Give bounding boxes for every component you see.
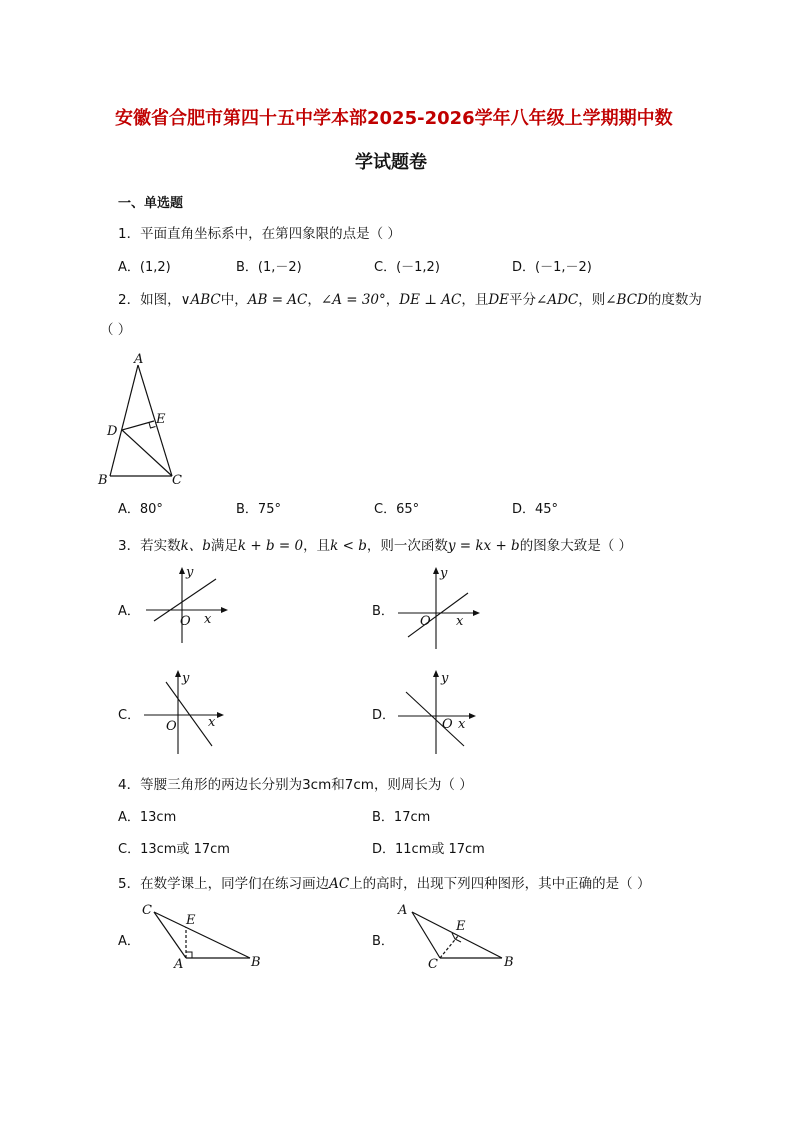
q3-option-c-letter: C． bbox=[118, 708, 141, 723]
q5-a-side-ca bbox=[154, 912, 186, 958]
svg-text:O: O bbox=[442, 717, 453, 732]
q2-answer-paren: （ ） bbox=[100, 322, 132, 338]
q2-stem: 2．如图，∨ABC中，AB = AC，∠A = 30°，DE ⊥ AC，且DE平分∠ADC，则∠BCD的度数为 bbox=[118, 292, 702, 308]
svg-text:B: B bbox=[251, 955, 261, 970]
q2-label-e: E bbox=[156, 412, 166, 427]
svg-text:x: x bbox=[208, 715, 216, 730]
svg-text:x: x bbox=[458, 717, 466, 732]
q2-triangle-figure bbox=[92, 348, 202, 488]
q3-option-a-letter: A． bbox=[118, 604, 140, 619]
q4-option-b: B．17cm bbox=[372, 810, 431, 825]
q4-option-c: C．13cm或 17cm bbox=[118, 842, 230, 857]
q2-label-c: C bbox=[172, 473, 182, 488]
q2-label-b: B bbox=[98, 473, 108, 488]
q1-option-b: B．(1,－2) bbox=[236, 260, 302, 275]
svg-text:C: C bbox=[428, 957, 438, 972]
q3-graph-b bbox=[396, 563, 482, 651]
svg-text:A: A bbox=[174, 957, 184, 972]
q2-option-d: D．45° bbox=[512, 502, 559, 517]
q3-stem: 3．若实数k、b满足k + b = 0，且k < b，则一次函数y = kx + b的图象大致是（ ） bbox=[118, 538, 632, 554]
q5-a-side-cb bbox=[154, 912, 250, 958]
svg-text:O: O bbox=[166, 719, 177, 734]
q3-option-b-letter: B． bbox=[372, 604, 394, 619]
svg-text:y: y bbox=[186, 565, 194, 580]
q3-graph-c-line bbox=[166, 682, 212, 746]
q3-graph-c bbox=[142, 666, 228, 756]
q1-option-c: C．(－1,2) bbox=[374, 260, 440, 275]
svg-text:O: O bbox=[180, 614, 191, 629]
q5-a-right-angle-mark bbox=[186, 952, 192, 958]
q5-option-b-letter: B． bbox=[372, 934, 394, 949]
q5-option-a-letter: A． bbox=[118, 934, 140, 949]
q4-stem: 4．等腰三角形的两边长分别为3cm和7cm，则周长为（ ） bbox=[118, 777, 473, 793]
svg-text:x: x bbox=[204, 612, 212, 627]
svg-text:E: E bbox=[456, 919, 466, 934]
svg-text:y: y bbox=[441, 671, 449, 686]
q3-graph-d bbox=[396, 666, 482, 756]
svg-text:A: A bbox=[398, 903, 408, 918]
q3-graph-a bbox=[144, 563, 230, 645]
svg-text:x: x bbox=[456, 614, 464, 629]
q2-side-ab bbox=[110, 365, 138, 476]
title-line-1: 安徽省合肥市第四十五中学本部2025-2026学年八年级上学期期中数 bbox=[115, 108, 673, 129]
svg-text:E: E bbox=[186, 913, 196, 928]
q4-option-d: D．11cm或 17cm bbox=[372, 842, 485, 857]
q2-label-d: D bbox=[107, 424, 118, 439]
q3-option-d-letter: D． bbox=[372, 708, 396, 723]
q2-option-c: C．65° bbox=[374, 502, 420, 517]
q2-right-angle-mark bbox=[149, 423, 156, 429]
svg-text:O: O bbox=[420, 614, 431, 629]
q2-segment-de bbox=[122, 421, 154, 430]
svg-text:C: C bbox=[142, 903, 152, 918]
q2-side-ac bbox=[138, 365, 172, 476]
q1-stem: 1．平面直角坐标系中，在第四象限的点是（ ） bbox=[118, 226, 401, 242]
q4-option-a: A．13cm bbox=[118, 810, 177, 825]
q2-option-b: B．75° bbox=[236, 502, 281, 517]
q5-stem: 5．在数学课上，同学们在练习画边AC上的高时，出现下列四种图形，其中正确的是（ ） bbox=[118, 876, 651, 892]
q5-figure-b bbox=[394, 898, 526, 972]
svg-text:y: y bbox=[182, 671, 190, 686]
section-heading: 一、单选题 bbox=[118, 196, 184, 211]
q1-option-d: D．(－1,－2) bbox=[512, 260, 592, 275]
q2-option-a: A．80° bbox=[118, 502, 163, 517]
svg-text:B: B bbox=[504, 955, 514, 970]
q5-figure-a bbox=[136, 898, 268, 972]
q2-label-a: A bbox=[134, 352, 144, 367]
q1-option-a: A．(1,2) bbox=[118, 260, 171, 275]
q3-graph-d-line bbox=[406, 692, 464, 746]
title-line-2: 学试题卷 bbox=[355, 152, 427, 173]
svg-text:y: y bbox=[440, 566, 448, 581]
